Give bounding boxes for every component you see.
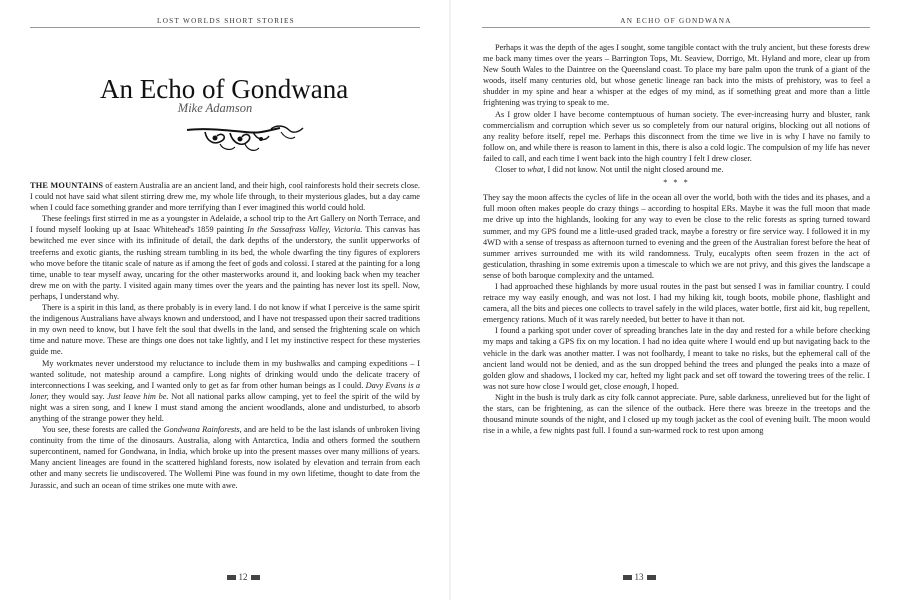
page-number: 12 — [238, 572, 248, 582]
left-body-text — [30, 180, 420, 491]
paragraph-text: This canvas has bewitched me ever since with its infinitude of detail, the dark depths of the understory, the sunlit upperworks of treeferns and exotic giants, the rushing stream tumbling in its bed, the whole dwarfing the tiny figures of explorers who move before the titanic scale of nature as if among the feet of gods and colossi. I stared at the painting for a long time, unable to tear myself away, uncaring for the other masterworks around it, and looking back when my teacher drew me on with the party. I visited again many times over the years and the painting has never lost its spell. Now, perhaps, I understand why. — [30, 225, 420, 301]
emphasis-text: enough — [623, 381, 648, 391]
paragraph-text: My workmates never understood my reluctance to include them in my bushwalks and camping expeditions – I wanted solitude, not mateship around a campfire. Long nights of drinking would undo the delicate tracery of interconnections I was seeking, and I wanted only to get as far from other human beings as I could. — [30, 358, 420, 390]
paragraph — [483, 325, 870, 392]
scene-break: * * * — [663, 178, 690, 188]
paragraph-text: These feelings first stirred in me as a youngster in Adelaide, a school trip to the Art Gallery on North Terrace, and I found myself looking up at Isaac Whitehead's 1859 painting — [30, 214, 420, 235]
paragraph-text: , I did not know. Not until the night closed around me. — [543, 165, 724, 175]
paragraph — [30, 424, 420, 491]
folio-ornament-icon — [647, 575, 656, 580]
flourish-ornament — [185, 120, 315, 154]
paragraph: Night in the bush is truly dark as city folk cannot appreciate. Pure, sable darkness, unrelieved but for the light of the stars, can be frightening, as can the silence of the outback. Here there was breeze in the treetops and the thousand minute sounds of the night, and I closed up my tough jacket as the cool of evening built. The moon would rise in a while, a few nights past full. I found a sun-warmed rock to rest upon among — [483, 392, 870, 436]
paragraph-text: You see, these forests are called the — [42, 425, 164, 435]
paragraph-text: , and are held to be the last islands of unbroken living continuity from the time of the dinosaurs. Australia, along with Antarctica, India and others formed the southern supercontinent, named for Gondwana, in India, which broke up into the present masses over many millions of years. Many ancient lineages are found in the scattered highland forests, now isolated by elevation and terrain from each other and many secrets lie undiscovered. The Wollemi Pine was found in my own lifetime, thought to date from the Jurassic, and such an ocean of time strikes one mute with awe. — [30, 425, 421, 490]
paragraph — [30, 213, 420, 302]
paragraph: Perhaps it was the depth of the ages I sought, some tangible contact with the truly ancient, but these forests drew me back many times over the years – Barrington Tops, Mt. Seaview, Dorrigo, Mt. Hyland and more, clear up from New South Wales to the Daintree on the Queensland coast. To place my bare palm upon the trunk of a giant of the woods, itself many centuries old, but whose genetic lineage ran back into the mists of prehistory, was to feel a shudder in my spine and hear a whisper at the edges of my mind, as if something great and more than a little frightening was trying to speak to me. — [483, 43, 870, 108]
paragraph-text: of eastern Australia are an ancient land, and their high, cool rainforests hold their secrets close. I could not have said what silent stirring drew me, my whole life through, to their mysterious glades, but a day came when I could face something grander and more terrifying than I ever imagined this world could hold. — [30, 181, 420, 213]
paragraph — [30, 180, 420, 213]
paragraph-text: I found a parking spot under cover of spreading branches late in the day and rested for a while before checking my maps and taking a GPS fix on my location. I had no idea quite where I would end up but navigating back to the vehicle in the dark was another matter. I was not foolhardy, I meant to take no risks, but the ephemeral call of the ancient land would not be denied, and as the sun dropped behind the trees and plunged the peaks into a maze of golden glow and shadows, I locked my car, hefted my light pack and set off toward the towering trees of the relic. I was not sure how close I would get, close — [483, 326, 870, 391]
paragraph — [483, 164, 870, 175]
paragraph-text: , I hoped. — [647, 381, 679, 391]
paragraph-text: Closer to — [495, 165, 528, 175]
paragraph: They say the moon affects the cycles of life in the ocean all over the world, both with the tides and its phases, and a full moon often makes people do crazy things – according to hospital ERs. Maybe it was the full moon that made me drive up into the highlands, looking for any way to even be close to the relic forests as spring turned toward summer, and my GPS found me a little-used graded track, maybe a forestry or fire service way. I followed it in my 4WD with a sense of trespass as afternoon turned to evening and the green of the Australian forest before the heat of summer arrives surrounded me with its wild randomness. Truly, eucalypts often seem frozen in the act of gesticulation, thrashing in some extremis upon a timescale to which we are not privy, and this gives the landscape a sense of both baroque complexity and the untamed. — [483, 193, 870, 280]
paragraph-text: they would say. — [48, 391, 108, 401]
folio-ornament-icon — [251, 575, 260, 580]
page-number-left — [218, 572, 268, 582]
header-rule-left — [30, 27, 420, 28]
running-head-right: AN ECHO OF GONDWANA — [620, 17, 732, 25]
right-page — [450, 0, 900, 600]
quote-text: Davy Evans is a loner, — [30, 380, 421, 401]
running-head-left: LOST WORLDS SHORT STORIES — [157, 17, 295, 25]
paragraph — [30, 358, 420, 425]
paragraph: I had approached these highlands by more usual routes in the past but sensed I was in familiar country. I could retrace my way easily enough, and was not lost. I had my hiking kit, tough boots, mobile phone, flashlight and camera, all the bits and pieces one collects to travel safely in the wild places, water bottle, first aid kit, bug repellent, emergency rations. Much of it was rarely needed, but better to have it than not. — [483, 281, 870, 325]
folio-ornament-icon — [227, 575, 236, 580]
paragraph: There is a spirit in this land, as there probably is in every land. I do not know if what I perceive is the same spirit the indigenous Australians have always known and understood, and I have not trespassed upon their sacred traditions in my own need to know, but I have felt the soul that dwells in the land, and sensed the frightening scale on which time and nature move. These are things one does not take lightly, and I let my instinctive respect for these mysteries guide me. — [30, 303, 420, 357]
header-rule-right — [482, 27, 870, 28]
emphasis-text: Gondwana Rainforests — [163, 425, 240, 435]
paragraph-text: Not all national parks allow camping, yet to feel the spirit of the wild by night was a siren song, and I knew I must stand among the ancient woodlands, alone and undisturbed, to absorb anything of the strange power they held. — [30, 391, 420, 423]
quote-text: Just leave him be. — [107, 391, 169, 401]
paragraph-lead: THE MOUNTAINS — [30, 181, 104, 190]
page-number-right — [614, 572, 664, 582]
paragraph: As I grow older I have become contemptuous of human society. The ever-increasing hurry and bluster, rank commercialism and corruption which sever us so completely from our natural origins, blocking out all notions of any reality before itself, repel me. Perhaps this disconnect from the time we live in is why I have no family to follow on, and while there is reason to lament in this, there is also a cold logic. The compulsion of my life has never failed to call, and each time I went back into the high country I felt I drew closer. — [483, 109, 870, 163]
right-body-text — [483, 42, 870, 436]
painting-title: In the Sassafrass Valley, Victoria. — [247, 225, 363, 235]
author-name: Mike Adamson — [177, 101, 253, 115]
folio-ornament-icon — [623, 575, 632, 580]
emphasis-text: what — [527, 165, 544, 175]
page-number: 13 — [634, 572, 644, 582]
story-title: An Echo of Gondwana — [100, 74, 349, 104]
